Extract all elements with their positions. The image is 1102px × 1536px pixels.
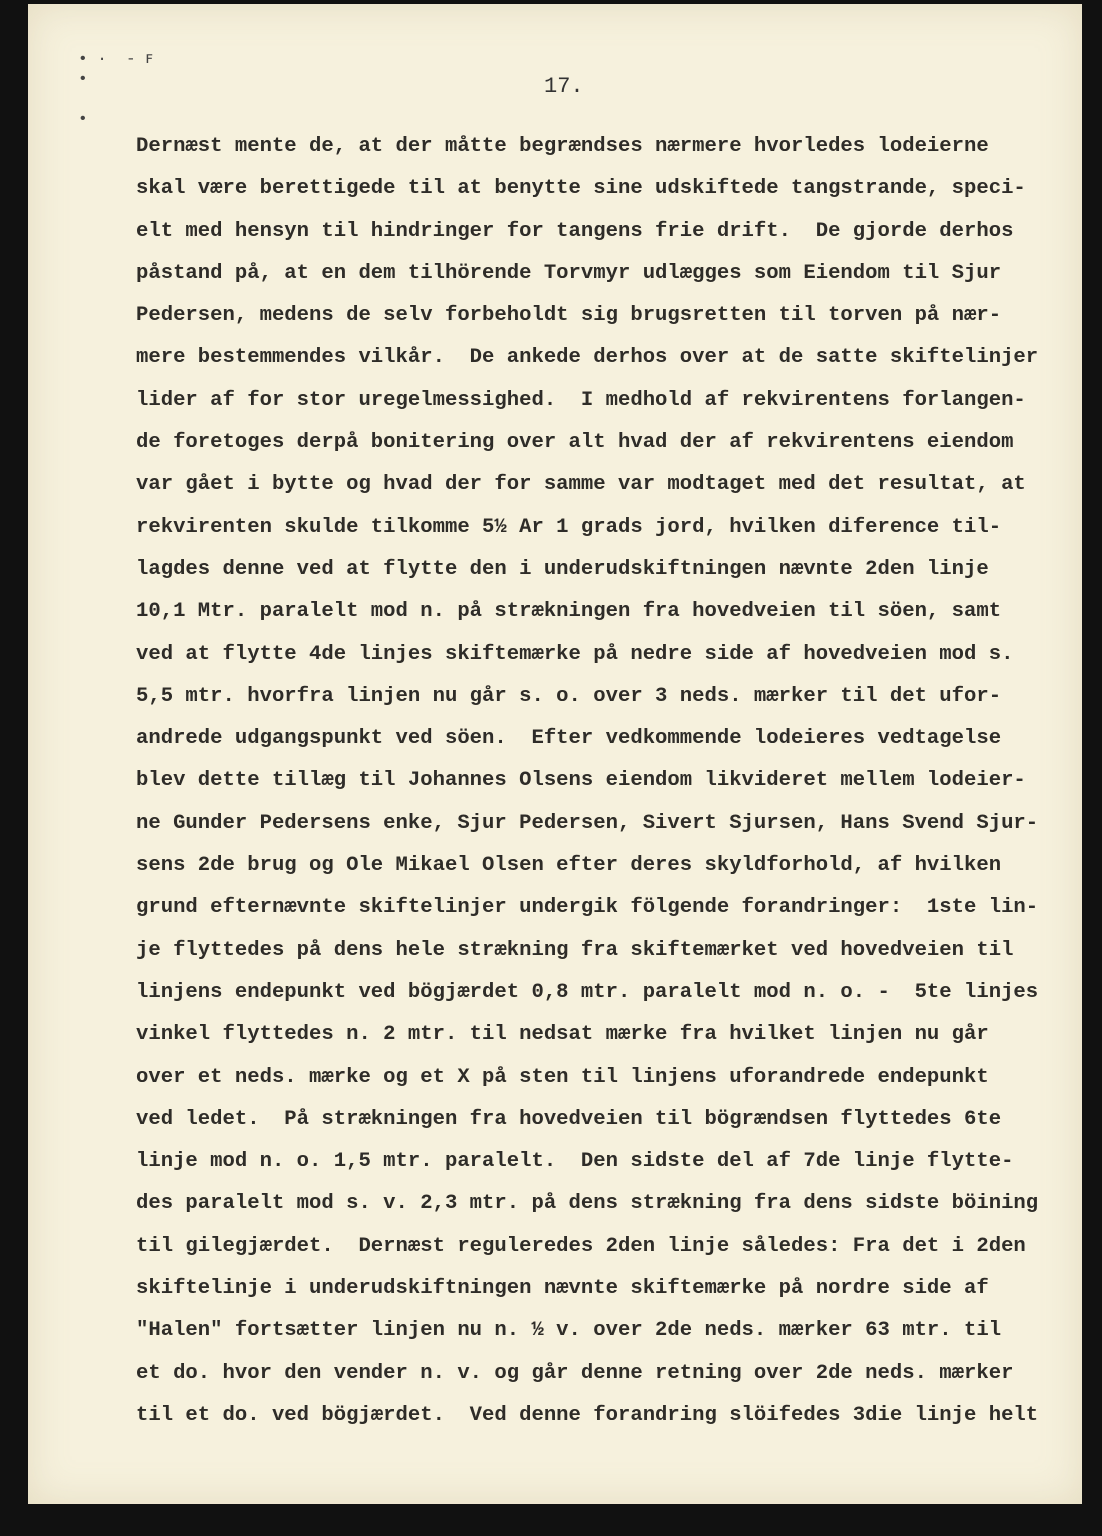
text-line: linje mod n. o. 1,5 mtr. paralelt. Den sidste del af 7de linje flytte- <box>136 1150 1014 1174</box>
text-line: 10,1 Mtr. paralelt mod n. på strækningen fra hovedveien til söen, samt <box>136 600 1002 624</box>
text-line: Pedersen, medens de selv forbeholdt sig brugsretten til torven på nær- <box>136 304 1002 328</box>
text-line: de foretoges derpå bonitering over alt hvad der af rekvirentens eiendom <box>136 431 1014 455</box>
text-line: rekvirenten skulde tilkomme 5½ Ar 1 grads jord, hvilken diference til- <box>136 515 1002 539</box>
text-line: påstand på, at en dem tilhörende Torvmyr udlægges som Eiendom til Sjur <box>136 261 1002 285</box>
text-line: mere bestemmendes vilkår. De ankede derhos over at de satte skiftelinjer <box>136 346 1039 370</box>
text-line: et do. hvor den vender n. v. og går denne retning over 2de neds. mærker <box>136 1361 1014 1385</box>
text-line: over et neds. mærke og et X på sten til linjens uforandrede endepunkt <box>136 1065 989 1089</box>
typewritten-text <box>136 126 1038 1437</box>
text-line: andrede udgangspunkt ved söen. Efter vedkommende lodeieres vedtagelse <box>136 727 1002 751</box>
text-line: ne Gunder Pedersens enke, Sjur Pedersen, Sivert Sjursen, Hans Svend Sjur- <box>136 811 1039 835</box>
text-line: til et do. ved bögjærdet. Ved denne forandring slöifedes 3die linje helt <box>136 1403 1039 1427</box>
text-line: ved at flytte 4de linjes skiftemærke på nedre side af hovedveien mod s. <box>136 642 1014 666</box>
margin-marks: • · - ꜰ • • <box>78 50 154 128</box>
text-line: til gilegjærdet. Dernæst reguleredes 2den linje således: Fra det i 2den <box>136 1234 1026 1258</box>
text-line: ved ledet. På strækningen fra hovedveien til bögrændsen flyttedes 6te <box>136 1107 1002 1131</box>
text-line: elt med hensyn til hindringer for tangens frie drift. De gjorde derhos <box>136 219 1014 243</box>
text-line: je flyttedes på dens hele strækning fra skiftemærket ved hovedveien til <box>136 938 1014 962</box>
text-line: skiftelinje i underudskiftningen nævnte skiftemærke på nordre side af <box>136 1277 989 1301</box>
text-line: sens 2de brug og Ole Mikael Olsen efter deres skyldforhold, af hvilken <box>136 854 1002 878</box>
text-line: var gået i bytte og hvad der for samme var modtaget med det resultat, at <box>136 473 1026 497</box>
text-line: Dernæst mente de, at der måtte begrændses nærmere hvorledes lodeierne <box>136 135 989 158</box>
text-line: blev dette tillæg til Johannes Olsens eiendom likvideret mellem lodeier- <box>136 769 1026 793</box>
text-line: vinkel flyttedes n. 2 mtr. til nedsat mærke fra hvilket linjen nu går <box>136 1023 989 1047</box>
text-line: grund efternævnte skiftelinjer undergik fölgende forandringer: 1ste lin- <box>136 896 1039 920</box>
text-line: lagdes denne ved at flytte den i underudskiftningen nævnte 2den linje <box>136 557 989 581</box>
text-line: 5,5 mtr. hvorfra linjen nu går s. o. over 3 neds. mærker til det ufor- <box>136 684 1002 708</box>
text-line: lider af for stor uregelmessighed. I medhold af rekvirentens forlangen- <box>136 388 1026 412</box>
page-number: 17. <box>544 74 584 99</box>
text-line: "Halen" fortsætter linjen nu n. ½ v. over 2de neds. mærker 63 mtr. til <box>136 1319 1002 1343</box>
text-line: linjens endepunkt ved bögjærdet 0,8 mtr. paralelt mod n. o. - 5te linjes <box>136 980 1039 1004</box>
text-line: des paralelt mod s. v. 2,3 mtr. på dens strækning fra dens sidste böining <box>136 1192 1039 1216</box>
text-line: skal være berettigede til at benytte sine udskiftede tangstrande, speci- <box>136 177 1026 201</box>
